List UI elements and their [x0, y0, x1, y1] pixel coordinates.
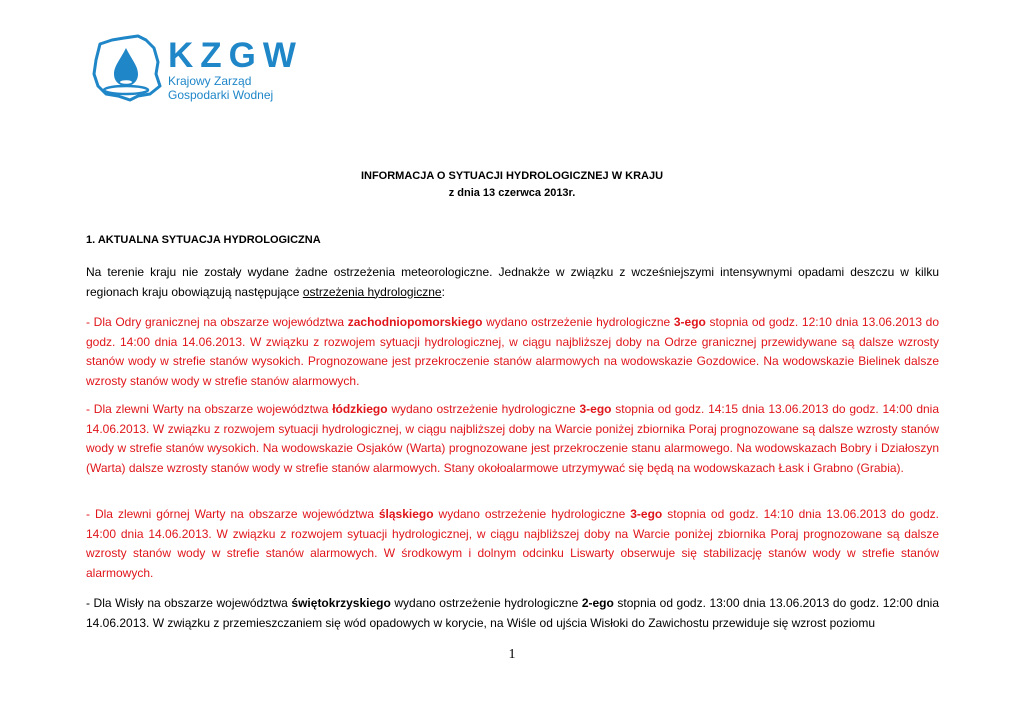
warning-paragraph-1: [86, 313, 939, 391]
section-heading: 1. AKTUALNA SYTUACJA HYDROLOGICZNA: [86, 234, 321, 246]
intro-text: Na terenie kraju nie zostały wydane żadne ostrzeżenia meteorologiczne. Jednakże w związku z wcześniejszymi intensywnymi opadami deszczu w kilku regionach kraju obowiązują następujące: [86, 265, 939, 299]
warning-text: wydano ostrzeżenie hydrologiczne: [390, 596, 582, 610]
page-number: 1: [508, 647, 516, 662]
title-line-1: INFORMACJA O SYTUACJI HYDROLOGICZNEJ W KRAJU: [360, 170, 664, 182]
warning-text: - Dla Wisły na obszarze województwa: [86, 596, 292, 610]
warning-text: wydano ostrzeżenie hydrologiczne: [433, 507, 631, 521]
warning-region: zachodniopomorskiego: [347, 315, 483, 329]
logo-name-line-2: Gospodarki Wodnej: [168, 88, 274, 102]
intro-paragraph: [86, 263, 939, 302]
warning-region: świętokrzyskiego: [291, 596, 391, 610]
warning-text: - Dla zlewni górnej Warty na obszarze województwa: [86, 507, 379, 521]
warning-text: stopnia od godz. 12:10 dnia 13.06.2013 do godz. 14:00 dnia 14.06.2013. W związku z rozwojem sytuacji hydrologicznej, w ciągu najbliższej doby na Odrze granicznej przewidywane są dalsze wzrosty stanów wody w strefie stanów wysokich. Prognozowane jest przekroczenie stanów alarmowych na wodowskazie Gozdowice. Na wodowskazie Bielinek dalsze wzrosty stanów wody w strefie stanów alarmowych.: [86, 315, 940, 388]
warning-level: 2-ego: [581, 596, 614, 610]
warning-region: śląskiego: [378, 507, 434, 521]
warning-level: 3-ego: [630, 507, 663, 521]
warning-text: wydano ostrzeżenie hydrologiczne: [387, 402, 580, 416]
warning-level: 3-ego: [579, 402, 612, 416]
warning-paragraph-2: [86, 400, 939, 478]
poland-map-water-drop-icon: [90, 34, 162, 104]
warning-text: stopnia od godz. 14:15 dnia 13.06.2013 do godz. 14:00 dnia 14.06.2013. W związku z rozwojem sytuacji hydrologicznej, w ciągu najbliższej doby na Warcie poniżej zbiornika Poraj prognozowane są dalsze wzrosty stanów wody w strefie stanów wysokich. Na wodowskazie Osjaków (Warta) prognozowane jest przekroczenie stanu alarmowego. Na wodowskazach Bobry i Działoszyn (Warta) dalsze wzrosty stanów wody w strefie stanów alarmowych. Stany okołoalarmowe utrzymywać się będą na wodowskazach Łask i Grabno (Grabia).: [86, 402, 940, 475]
warning-text: wydano ostrzeżenie hydrologiczne: [482, 315, 674, 329]
warning-text: - Dla zlewni Warty na obszarze województwa: [86, 402, 333, 416]
hydrological-warnings-link[interactable]: ostrzeżenia hydrologiczne: [302, 284, 442, 299]
title-date: z dnia 13 czerwca 2013r.: [448, 187, 576, 199]
logo-name-line-1: Krajowy Zarząd: [168, 74, 252, 88]
warning-paragraph-3: [86, 505, 939, 583]
intro-colon: :: [441, 284, 445, 299]
warning-region: łódzkiego: [332, 402, 388, 416]
warning-text: stopnia od godz. 13:00 dnia 13.06.2013 do godz. 12:00 dnia 14.06.2013. W związku z przemieszczaniem się wód opadowych w korycie, na Wiśle od ujścia Wisłoki do Zawichostu przewiduje się wzrost poziomu: [86, 596, 940, 630]
warning-paragraph-4: [86, 594, 939, 633]
logo-abbreviation: KZGW: [168, 36, 303, 75]
warning-level: 3-ego: [673, 315, 706, 329]
document-title: [0, 168, 1024, 202]
warning-text: - Dla Odry granicznej na obszarze województwa: [86, 315, 348, 329]
warning-text: stopnia od godz. 14:10 dnia 13.06.2013 do godz. 14:00 dnia 14.06.2013. W związku z rozwojem sytuacji hydrologicznej, w ciągu najbliższej doby na Warcie poniżej zbiornika Poraj prognozowane są dalsze wzrosty stanów wody w strefie stanów alarmowych. W środkowym i dolnym odcinku Liswarty obserwuje się stabilizację stanów wody w strefie stanów alarmowych.: [86, 507, 939, 580]
kzgw-logo: [90, 34, 303, 104]
